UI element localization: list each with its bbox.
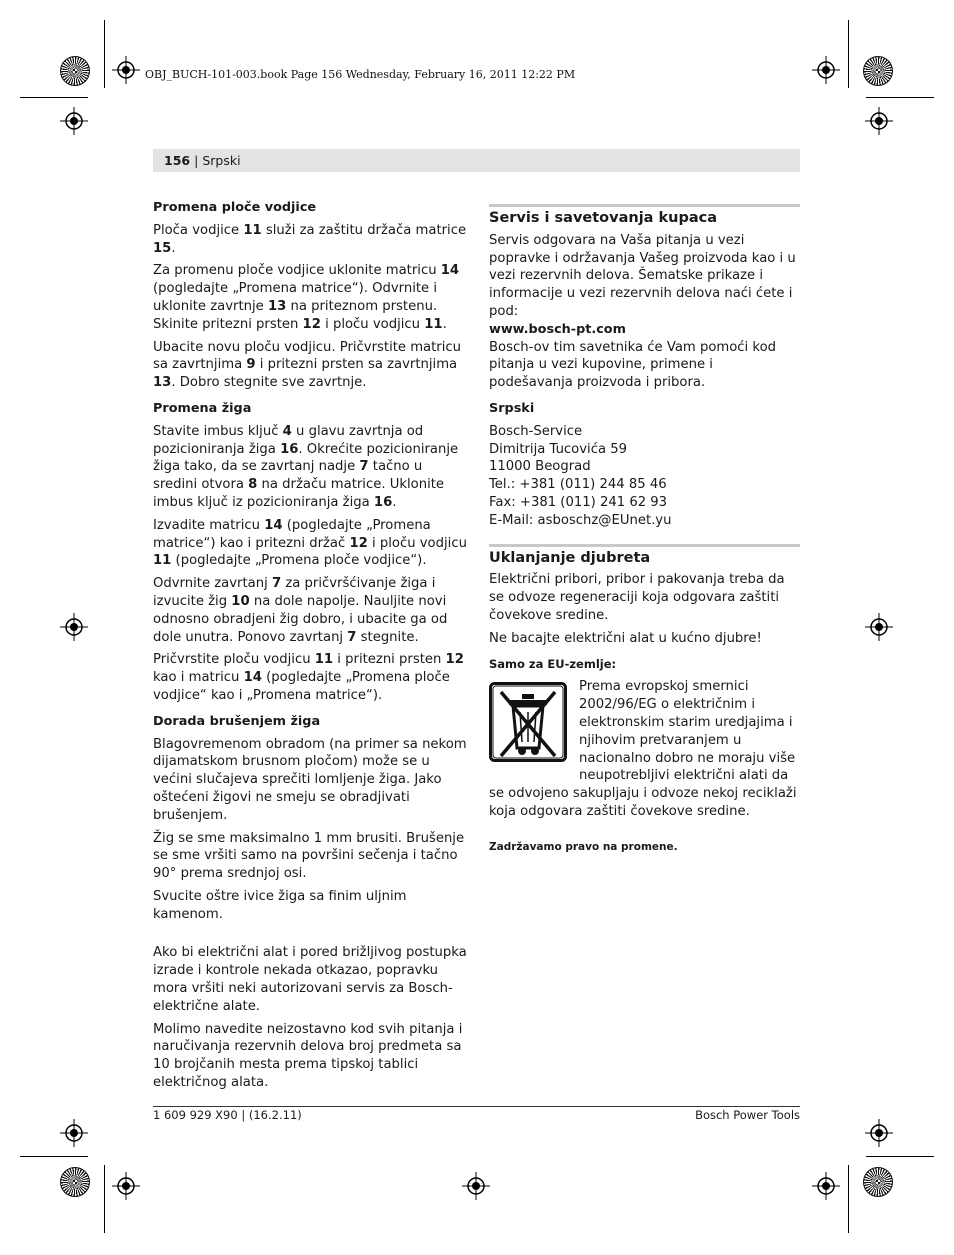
text-run: (pogledajte „Promena ploče vodjice“). [171,553,427,569]
paragraph: Svucite oštre ivice žiga sa finim uljnim kamenom. [153,888,407,922]
text-run: Odvrnite zavrtanj [153,576,272,592]
registration-mark-icon [865,107,893,135]
part-number: 11 [314,652,334,668]
text-run: . Dobro stegnite sve zavrtnje. [171,375,367,391]
weee-line: nacionalno dobro ne moraju više [579,750,796,766]
part-number: 14 [264,517,283,533]
color-wheel-icon [863,56,893,86]
paragraph [153,575,468,646]
print-header: OBJ_BUCH-101-003.book Page 156 Wednesday, February 16, 2011 12:22 PM [145,68,576,81]
registration-mark-icon [865,613,893,641]
text-run: tačno u sredini otvora [153,459,423,493]
color-wheel-icon [60,56,90,86]
part-number: 12 [445,652,464,668]
weee-line: Prema evropskoj smernici [579,679,749,695]
heading-disposal: Uklanjanje djubreta [489,544,800,568]
weee-tail: se odvojeno sakupljaju i odvoze nekoj reciklaži koja odgovara zaštiti čovekove sredine. [489,786,797,819]
text-run: (pogledajte „Promena matrice“) kao i pritezni držač [153,517,431,551]
part-number: 13 [267,298,287,314]
address-line: Dimitrija Tucovića 59 [489,441,628,457]
fax: Fax: +381 (011) 241 62 93 [489,494,668,510]
paragraph [153,517,468,570]
text-run: i ploču vodjicu [367,535,467,551]
heading-service: Servis i savetovanja kupaca [489,204,800,228]
page-header [153,149,800,172]
footer-rule [153,1106,800,1107]
text-run: (pogledajte „Promena matrice“). Odvrnite i uklonite zavrtnje [153,281,438,314]
bosch-link[interactable]: www.bosch-pt.com [489,321,626,337]
address-block [489,423,800,530]
part-number: 12 [349,535,368,551]
text-run: Stavite imbus ključ [153,423,283,439]
part-number: 16 [373,494,393,510]
part-number: 11 [153,553,172,569]
heading-guide-plate: Promena ploče vodjice [153,200,317,215]
registration-mark-icon [112,1172,140,1200]
weee-line: 2002/96/EG o električnim i [579,697,755,713]
reserved-note: Zadržavamo pravo na promene. [489,840,678,853]
color-wheel-icon [60,1167,90,1197]
part-number: 10 [231,593,250,609]
text-run: Ubacite novu ploču vodjicu. Pričvrstite matricu sa zavrtnjima [153,339,462,373]
paragraph: Ako bi električni alat i pored brižljivog postupka izrade i kontrole nekada otkazao, popravku mora vršiti neki autorizovani servis za Bosch-električne alate. [153,945,467,1014]
footer-brand: Bosch Power Tools [695,1108,800,1122]
part-number: 14 [440,263,460,279]
paragraph [153,222,468,258]
registration-mark-icon [812,56,840,84]
heading-eu: Samo za EU-zemlje: [489,656,617,671]
part-number: 14 [243,670,262,686]
text-run: stegnite. [356,629,419,645]
text-run: na priteznom prstenu. Skinite pritezni prsten [153,298,438,332]
text-run: . Okrećite pozicioniranje žiga tako, da se zavrtanj nadje [153,441,459,475]
registration-mark-icon [462,1172,490,1200]
weee-line: elektronskim starim uredjajima i [579,714,793,730]
paragraph: Servis odgovara na Vaša pitanja u vezi popravke i održavanja Vašeg proizvoda kao i u vezi rezervnih delova. Šematske prikaze i informacije u vezi rezervnih delova naći ćete i pod: [489,232,796,319]
heading-grinding: Dorada brušenjem žiga [153,713,321,729]
left-column [153,199,468,1097]
color-wheel-icon [863,1167,893,1197]
text-run: kao i matricu [153,670,244,686]
footer-doc-number: 1 609 929 X90 | (16.2.11) [153,1108,302,1122]
weee-line: neupotrebljivi električni alati da [579,768,789,784]
address-line: Bosch-Service [489,423,583,439]
weee-line: njihovim pretvaranjem u [579,732,742,748]
heading-punch: Promena žiga [153,400,252,416]
part-number: 8 [248,477,258,493]
text-run: na dole napolje. Nauljite novi odnosno obradjeni žig dobro, i ubacite ga od dole unutra. Ponovo zavrtanj [153,593,448,645]
part-number: 13 [153,375,172,391]
paragraph: Žig se sme maksimalno 1 mm brusiti. Brušenje se sme vršiti samo na površini sečenja i tačno 90° prema srednjoj osi. [153,830,465,882]
paragraph: Bosch-ov tim savetnika će Vam pomoći kod pitanja u vezi kupovine, primene i podešavanja proizvoda i pribora. [489,339,777,391]
text-run: . [392,494,397,510]
registration-mark-icon [60,1119,88,1147]
header-language: Srpski [202,153,241,168]
part-number: 7 [347,629,357,645]
part-number: 11 [243,222,262,238]
text-run: Izvadite matricu [153,517,265,533]
text-run: i pritezni prsten sa zavrtnjima [255,357,458,373]
crossed-out-bin-icon [489,682,567,762]
paragraph [153,423,468,512]
text-run: i ploču vodjicu [320,316,425,332]
part-number: 7 [271,576,282,592]
text-run: (pogledajte „Promena ploče vodjice“ kao i „Promena matrice“). [153,670,450,703]
heading-country: Srpski [489,400,535,416]
paragraph: Molimo navedite neizostavno kod svih pitanja i naručivanja rezervnih delova broj predmeta sa 10 brojčanih mesta prema tipskoj tablici električnog alata. [153,1021,463,1091]
registration-mark-icon [60,613,88,641]
part-number: 12 [302,316,321,332]
email[interactable]: E-Mail: asboschz@EUnet.yu [489,512,672,528]
text-run: na držaču matrice. Uklonite imbus ključ iz pozicioniranja žiga [153,477,445,510]
registration-mark-icon [60,107,88,135]
page-number: 156 [164,153,191,168]
weee-block [489,678,800,820]
part-number: 15 [153,240,172,256]
text-run: i pritezni prsten [333,652,446,668]
part-number: 4 [282,423,292,439]
phone: Tel.: +381 (011) 244 85 46 [489,477,667,493]
text-run: za pričvršćivanje žiga i izvucite žig [153,576,436,609]
text-run: . [171,240,176,256]
text-run: . [442,316,447,332]
paragraph [153,262,468,333]
paragraph: Blagovremenom obradom (na primer sa nekom dijamatskom brusnom pločom) može se u većini slučajeva sprečiti lomljenje žiga. Jako oštećeni žigovi ne smeju se obradjivati brušenjem. [153,736,467,823]
registration-mark-icon [812,1172,840,1200]
header-separator: | [194,153,199,168]
registration-mark-icon [112,56,140,84]
paragraph [153,339,468,392]
text-run: Pričvrstite ploču vodjicu [153,652,315,668]
paragraph [153,651,468,704]
paragraph: Električni pribori, pribor i pakovanja treba da se odvoze regeneraciji koja odgovara zaštiti čovekove sredine. [489,572,785,623]
right-column [489,204,800,862]
text-run: Za promenu ploče vodjice uklonite matricu [153,263,441,279]
part-number: 9 [246,357,256,373]
text-run: služi za zaštitu držača matrice [261,222,467,238]
part-number: 7 [359,459,369,475]
part-number: 16 [280,441,299,457]
text-run: Ploča vodjice [153,222,244,238]
address-line: 11000 Beograd [489,459,591,475]
paragraph: Ne bacajte električni alat u kućno djubre! [489,630,762,646]
registration-mark-icon [865,1119,893,1147]
text-run: u glavu zavrtnja od pozicioniranja žiga [153,423,424,457]
part-number: 11 [424,316,443,332]
